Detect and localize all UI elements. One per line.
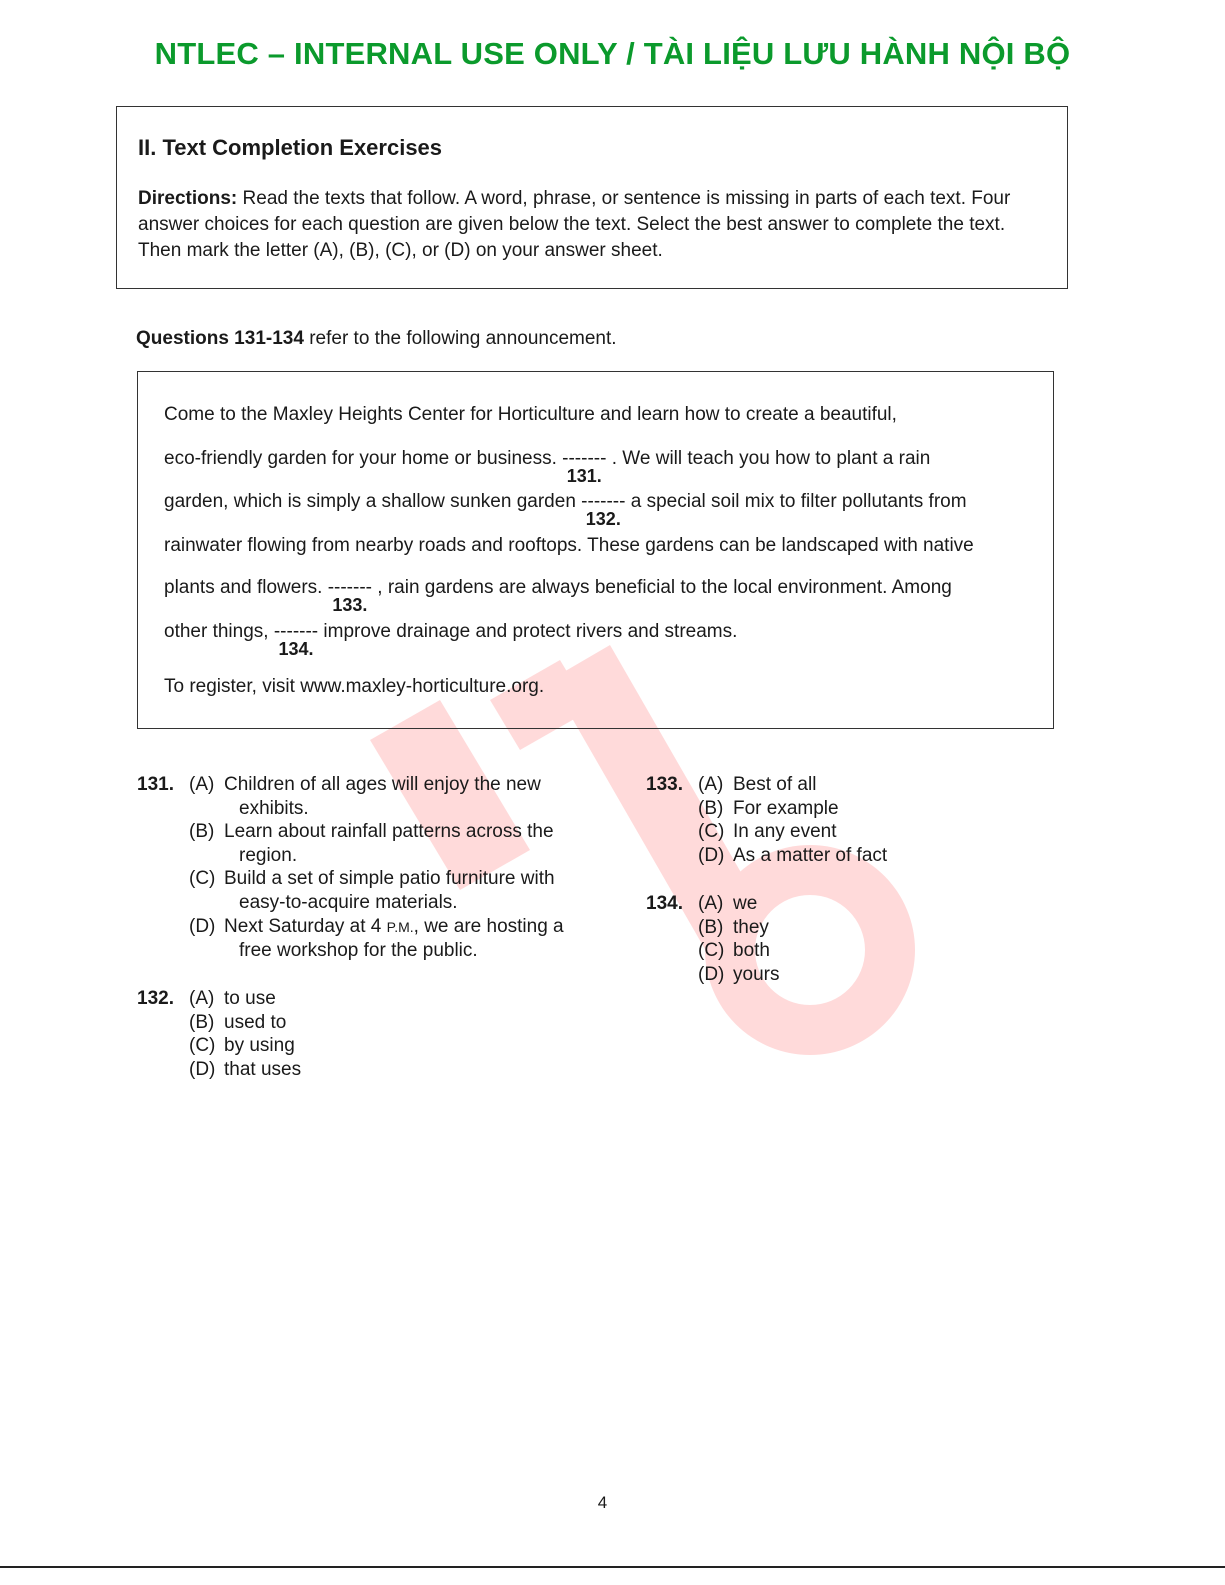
question-134 — [646, 892, 779, 986]
question-132 — [137, 987, 301, 1081]
blank-dashes: ------- — [273, 621, 319, 642]
answer-option[interactable] — [189, 1058, 301, 1082]
option-text-line: Children of all ages will enjoy the new — [224, 774, 541, 795]
blank-dashes: ------- — [581, 491, 626, 512]
option-letter: (C) — [698, 940, 725, 962]
option-letter: (B) — [189, 1011, 215, 1033]
answer-option[interactable] — [698, 939, 779, 963]
passage-text: . We will teach you how to plant a rain — [606, 448, 931, 469]
option-text: used to — [224, 1011, 287, 1033]
option-text — [224, 915, 564, 963]
option-text: As a matter of fact — [733, 844, 888, 866]
answer-option[interactable] — [698, 797, 887, 821]
passage-line: rainwater flowing from nearby roads and rooftops. These gardens can be landscaped with native — [164, 535, 974, 556]
passage-line — [164, 621, 738, 659]
passage-line — [164, 491, 967, 529]
page-number: 4 — [597, 1493, 608, 1512]
answer-option[interactable] — [189, 1034, 301, 1058]
option-text-line: easy-to-acquire materials. — [239, 891, 458, 913]
option-text: we — [733, 893, 758, 914]
directions-text — [138, 186, 1048, 264]
option-text: For example — [733, 797, 839, 819]
option-letter: (A) — [189, 988, 215, 1009]
passage-text: , rain gardens are always beneficial to the local environment. Among — [372, 577, 952, 598]
option-text-line: free workshop for the public. — [239, 940, 478, 962]
option-text-line: region. — [239, 844, 298, 866]
option-letter: (D) — [698, 963, 725, 985]
blank-131 — [562, 448, 607, 486]
option-text: yours — [733, 963, 780, 985]
option-text: Best of all — [733, 774, 817, 795]
answer-option[interactable] — [698, 820, 887, 844]
directions-body: Read the texts that follow. A word, phrase, or sentence is missing in parts of each text. Four answer choices for each question are given below the text. Select the best answer to complete the text. Then mark the letter (A), (B), (C), or (D) on your answer sheet. — [138, 188, 1011, 261]
option-letter: (A) — [698, 893, 724, 914]
blank-dashes: ------- — [562, 448, 607, 469]
answer-option[interactable] — [189, 987, 301, 1011]
option-text-line: Next Saturday at 4 — [224, 915, 387, 937]
question-number: 132. — [137, 988, 174, 1009]
option-letter: (A) — [698, 774, 724, 795]
option-text — [224, 820, 554, 867]
passage-text: improve drainage and protect rivers and streams. — [318, 621, 738, 642]
answer-option[interactable] — [189, 867, 564, 914]
question-number: 134. — [646, 893, 683, 914]
option-text-line: exhibits. — [239, 797, 309, 819]
blank-133 — [327, 577, 372, 615]
option-letter: (B) — [698, 916, 724, 938]
passage-text: plants and flowers. — [164, 577, 328, 598]
answer-option[interactable] — [698, 773, 887, 797]
time-abbrev: P.M. — [386, 918, 414, 935]
question-number: 133. — [646, 774, 683, 795]
question-133 — [646, 773, 887, 867]
questions-range: Questions 131-134 — [136, 328, 304, 349]
passage-line: Come to the Maxley Heights Center for Horticulture and learn how to create a beautiful, — [164, 404, 897, 425]
passage-text: a special soil mix to filter pollutants from — [625, 491, 967, 512]
option-text: that uses — [224, 1058, 302, 1080]
document-header-title: NTLEC – INTERNAL USE ONLY / TÀI LIỆU LƯU HÀNH NỘI BỘ — [154, 36, 1071, 71]
questions-intro-rest: refer to the following announcement. — [303, 328, 617, 349]
option-letter: (C) — [698, 821, 725, 843]
option-text: both — [733, 940, 770, 962]
answer-option[interactable] — [189, 820, 564, 867]
option-text: to use — [224, 988, 276, 1009]
question-131 — [137, 773, 564, 963]
passage-text: other things, — [164, 621, 274, 642]
passage-text: eco-friendly garden for your home or business. — [164, 448, 563, 469]
option-text — [224, 773, 541, 820]
answer-option[interactable] — [189, 1011, 301, 1035]
passage-line — [164, 448, 931, 486]
option-letter: (C) — [189, 1035, 216, 1057]
blank-number: 132. — [585, 509, 621, 529]
answer-option[interactable] — [189, 915, 564, 963]
option-text-line: Build a set of simple patio furniture with — [224, 868, 555, 890]
bottom-divider — [0, 1566, 1225, 1568]
option-letter: (D) — [189, 1058, 216, 1080]
blank-number: 134. — [278, 639, 314, 659]
registration-line: To register, visit www.maxley-horticulture.org. — [164, 676, 545, 697]
answer-option[interactable] — [698, 963, 779, 987]
blank-dashes: ------- — [327, 577, 372, 598]
answer-option[interactable] — [698, 892, 779, 916]
option-text: by using — [224, 1035, 295, 1057]
question-number: 131. — [137, 774, 174, 795]
directions-label: Directions: — [138, 188, 238, 209]
option-letter: (B) — [698, 797, 724, 819]
option-text: In any event — [733, 821, 837, 843]
passage-line — [164, 577, 952, 615]
blank-132 — [581, 491, 626, 529]
option-text — [224, 867, 555, 914]
option-letter: (D) — [698, 844, 725, 866]
option-letter: (D) — [189, 915, 216, 937]
answer-option[interactable] — [698, 844, 887, 868]
blank-number: 133. — [332, 595, 368, 615]
option-text-line: , we are hosting a — [413, 915, 564, 937]
option-letter: (B) — [189, 821, 215, 843]
answer-option[interactable] — [189, 773, 564, 820]
blank-134 — [273, 621, 319, 659]
option-letter: (A) — [189, 774, 215, 795]
passage-text: garden, which is simply a shallow sunken garden — [164, 491, 582, 512]
answer-option[interactable] — [698, 916, 779, 940]
option-letter: (C) — [189, 868, 216, 890]
option-text-line: Learn about rainfall patterns across the — [224, 821, 554, 843]
section-title: II. Text Completion Exercises — [138, 135, 443, 160]
blank-number: 131. — [566, 466, 602, 486]
option-text: they — [733, 916, 769, 938]
questions-intro — [136, 328, 617, 350]
